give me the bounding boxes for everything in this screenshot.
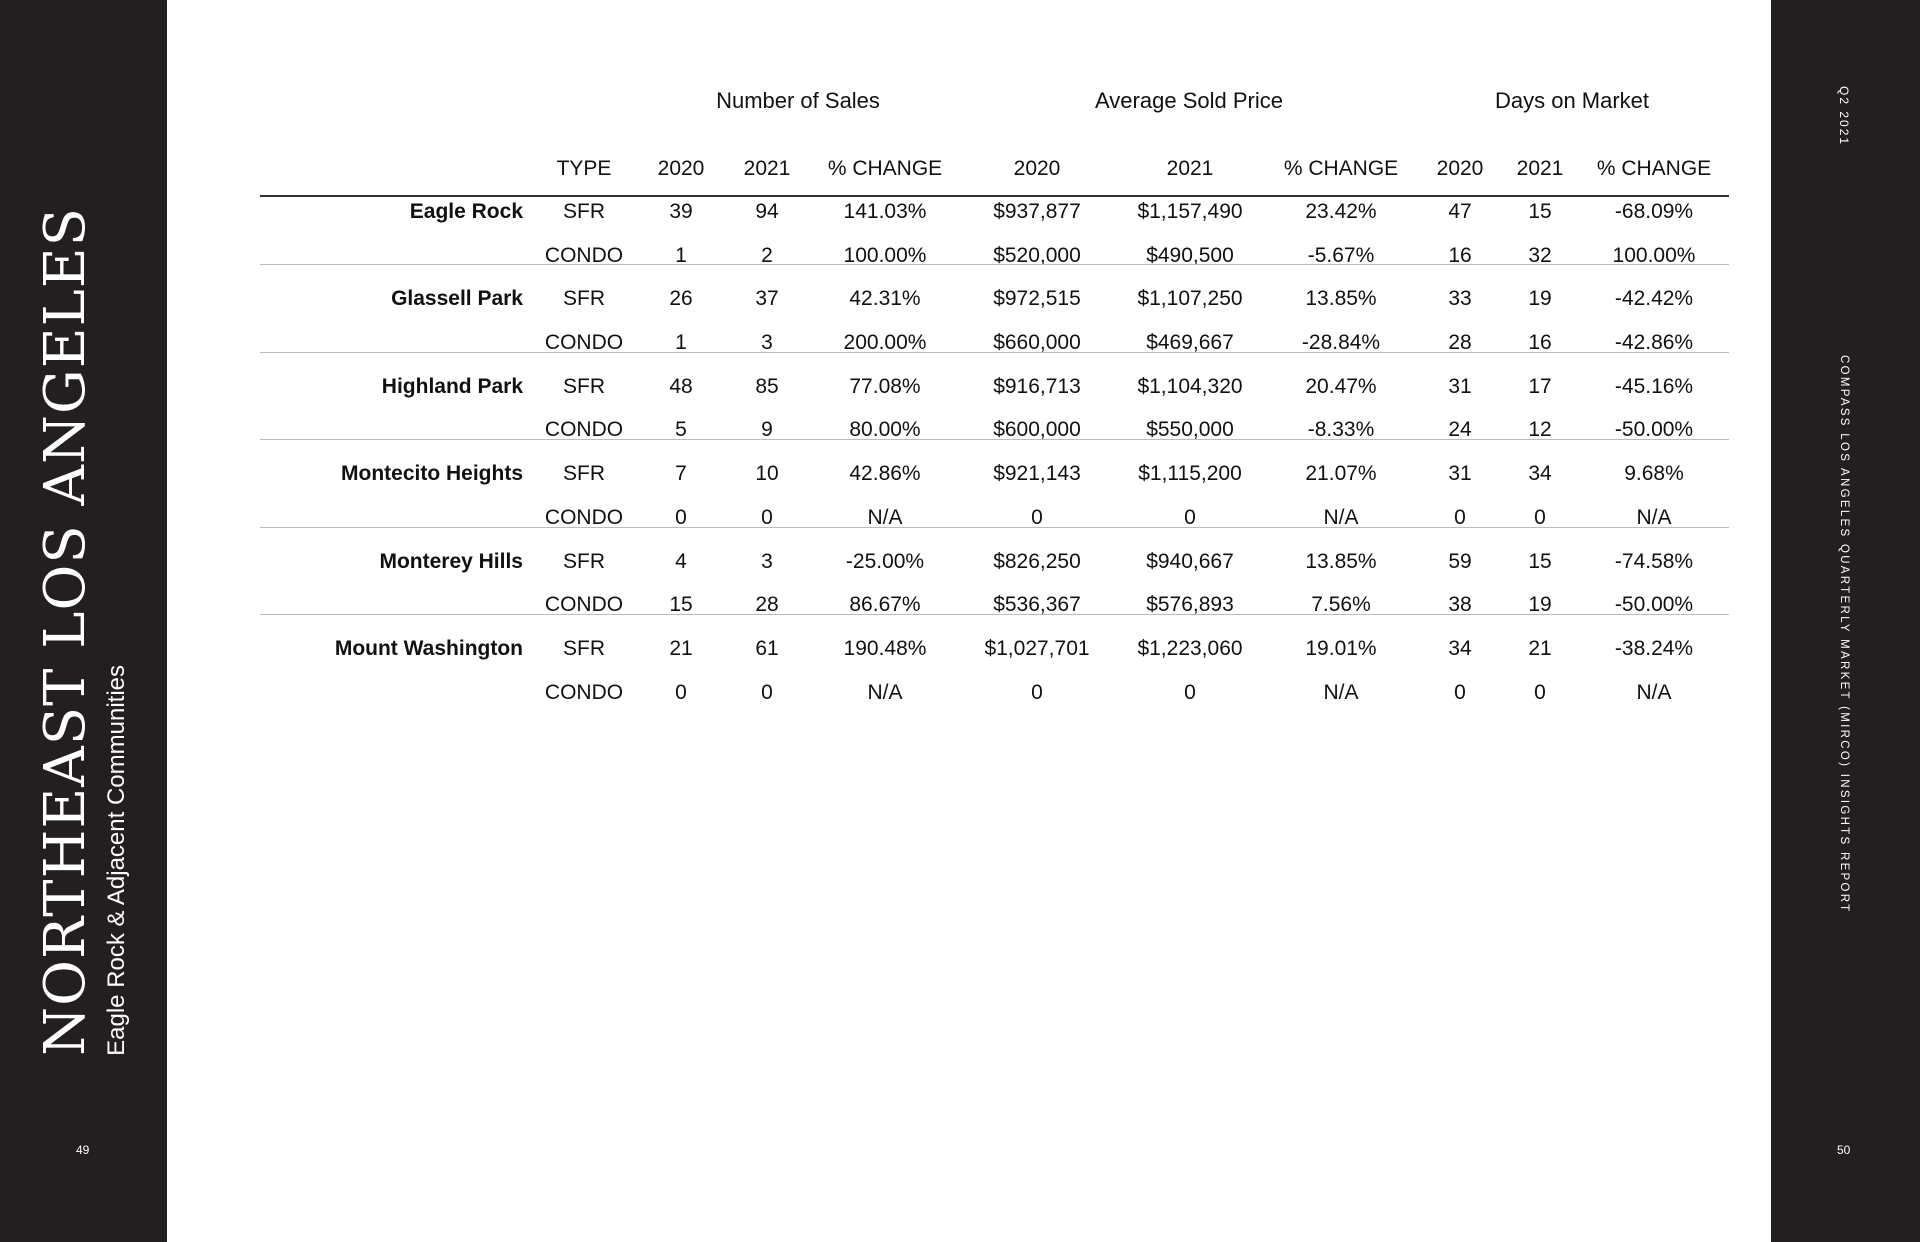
table-cell: 0 — [1534, 681, 1546, 704]
table-cell: 31 — [1448, 462, 1472, 485]
table-cell: 3 — [761, 331, 773, 354]
neighborhood-name: Highland Park — [381, 375, 523, 398]
table-cell: 10 — [755, 462, 779, 485]
table-cell: 33 — [1448, 287, 1472, 310]
table-cell: 13.85% — [1305, 287, 1377, 310]
column-header: 2020 — [1436, 157, 1484, 180]
table-cell: 0 — [761, 506, 773, 529]
neighborhood-name: Mount Washington — [334, 637, 523, 660]
group-header: Number of Sales — [716, 88, 880, 113]
table-cell: 7.56% — [1311, 593, 1371, 616]
table-cell: 12 — [1528, 418, 1552, 441]
table-cell: 26 — [669, 287, 693, 310]
table-cell: 61 — [755, 637, 779, 660]
column-header: % CHANGE — [1283, 157, 1399, 180]
table-cell: 19.01% — [1305, 637, 1377, 660]
property-type: SFR — [563, 550, 605, 573]
table-cell: 100.00% — [1612, 244, 1696, 267]
column-header: % CHANGE — [827, 157, 943, 180]
table-cell: 4 — [675, 550, 687, 573]
table-cell: $916,713 — [993, 375, 1081, 398]
table-cell: -28.84% — [1301, 331, 1381, 354]
table-cell: $490,500 — [1146, 244, 1234, 267]
table-cell: 100.00% — [843, 244, 927, 267]
table-cell: $1,115,200 — [1138, 462, 1242, 485]
table-cell: 17 — [1528, 375, 1552, 398]
table-cell: 15 — [1528, 200, 1552, 223]
table-cell: -42.42% — [1614, 287, 1694, 310]
table-cell: $550,000 — [1146, 418, 1234, 441]
table-cell: $972,515 — [993, 287, 1081, 310]
table-cell: 77.08% — [849, 375, 921, 398]
property-type: CONDO — [544, 244, 624, 267]
column-header: TYPE — [556, 157, 612, 180]
table-cell: 0 — [1031, 681, 1043, 704]
row-divider — [260, 264, 1729, 265]
neighborhood-name: Glassell Park — [391, 287, 523, 310]
table-cell: -5.67% — [1307, 244, 1375, 267]
property-type: CONDO — [544, 418, 624, 441]
table-cell: $1,027,701 — [984, 637, 1090, 660]
right-sidebar — [1771, 0, 1920, 1242]
table-cell: 47 — [1448, 200, 1472, 223]
table-cell: 37 — [755, 287, 779, 310]
table-cell: 0 — [1454, 681, 1466, 704]
property-type: CONDO — [544, 593, 624, 616]
table-cell: 80.00% — [849, 418, 921, 441]
table-cell: $1,104,320 — [1137, 375, 1243, 398]
table-cell: 21 — [1528, 637, 1552, 660]
table-cell: 39 — [669, 200, 693, 223]
table-cell: 15 — [1528, 550, 1552, 573]
table-cell: N/A — [867, 506, 903, 529]
table-cell: 0 — [675, 506, 687, 529]
section-subtitle: Eagle Rock & Adjacent Communities — [103, 665, 130, 1056]
column-header: 2021 — [743, 157, 791, 180]
table-cell: $660,000 — [993, 331, 1081, 354]
left-sidebar — [0, 0, 167, 1242]
table-cell: 16 — [1448, 244, 1472, 267]
table-cell: 0 — [1454, 506, 1466, 529]
table-cell: N/A — [1636, 506, 1672, 529]
table-cell: N/A — [1636, 681, 1672, 704]
table-cell: -50.00% — [1614, 418, 1694, 441]
table-cell: 190.48% — [843, 637, 927, 660]
table-cell: 200.00% — [843, 331, 927, 354]
table-cell: 59 — [1448, 550, 1472, 573]
table-cell: $1,107,250 — [1137, 287, 1243, 310]
row-divider — [260, 439, 1729, 440]
property-type: SFR — [563, 637, 605, 660]
property-type: SFR — [563, 462, 605, 485]
column-header: 2021 — [1516, 157, 1564, 180]
table-cell: 0 — [1184, 681, 1196, 704]
table-cell: N/A — [867, 681, 903, 704]
table-cell: 85 — [755, 375, 779, 398]
table-cell: 15 — [669, 593, 693, 616]
table-cell: $940,667 — [1146, 550, 1234, 573]
table-cell: -50.00% — [1614, 593, 1694, 616]
header-divider — [260, 195, 1729, 197]
property-type: SFR — [563, 375, 605, 398]
table-cell: $826,250 — [993, 550, 1081, 573]
table-cell: 21 — [669, 637, 693, 660]
table-cell: 38 — [1448, 593, 1472, 616]
property-type: CONDO — [544, 331, 624, 354]
table-cell: $937,877 — [993, 200, 1081, 223]
property-type: CONDO — [544, 681, 624, 704]
table-cell: $536,367 — [993, 593, 1081, 616]
table-cell: 0 — [1534, 506, 1546, 529]
table-cell: 86.67% — [849, 593, 921, 616]
table-cell: 0 — [761, 681, 773, 704]
table-cell: $1,157,490 — [1137, 200, 1243, 223]
neighborhood-name: Montecito Heights — [341, 462, 523, 485]
table-cell: $469,667 — [1146, 331, 1234, 354]
table-cell: -38.24% — [1614, 637, 1694, 660]
table-cell: 34 — [1528, 462, 1552, 485]
row-divider — [260, 614, 1729, 615]
page-number-left: 49 — [76, 1143, 90, 1157]
table-cell: 34 — [1448, 637, 1472, 660]
quarter-label: Q2 2021 — [1837, 86, 1851, 147]
property-type: SFR — [563, 200, 605, 223]
property-type: CONDO — [544, 506, 624, 529]
table-cell: 5 — [675, 418, 687, 441]
property-type: SFR — [563, 287, 605, 310]
table-cell: 19 — [1528, 287, 1552, 310]
table-cell: 32 — [1528, 244, 1552, 267]
table-cell: 141.03% — [843, 200, 927, 223]
group-header: Days on Market — [1494, 88, 1650, 113]
column-header: 2021 — [1166, 157, 1214, 180]
table-cell: -74.58% — [1614, 550, 1694, 573]
group-header: Average Sold Price — [1095, 88, 1283, 113]
table-cell: 0 — [675, 681, 687, 704]
table-cell: -45.16% — [1614, 375, 1694, 398]
table-cell: -25.00% — [845, 550, 925, 573]
table-cell: 48 — [669, 375, 693, 398]
table-cell: 1 — [675, 331, 687, 354]
table-cell: 0 — [1031, 506, 1043, 529]
row-divider — [260, 527, 1729, 528]
table-cell: 0 — [1184, 506, 1196, 529]
table-cell: 9.68% — [1624, 462, 1684, 485]
table-cell: 16 — [1528, 331, 1552, 354]
column-header: 2020 — [1013, 157, 1061, 180]
table-cell: N/A — [1323, 681, 1359, 704]
table-cell: 7 — [675, 462, 687, 485]
table-cell: -68.09% — [1614, 200, 1694, 223]
table-cell: $921,143 — [993, 462, 1081, 485]
table-cell: $576,893 — [1146, 593, 1234, 616]
section-title: NORTHEAST LOS ANGELES — [33, 207, 98, 1056]
table-cell: N/A — [1323, 506, 1359, 529]
table-cell: 42.31% — [849, 287, 921, 310]
table-cell: 28 — [755, 593, 779, 616]
page-number-right: 50 — [1837, 1143, 1851, 1157]
table-cell: 19 — [1528, 593, 1552, 616]
table-cell: 24 — [1448, 418, 1472, 441]
table-cell: 2 — [761, 244, 773, 267]
row-divider — [260, 352, 1729, 353]
neighborhood-name: Eagle Rock — [409, 200, 523, 223]
table-cell: 31 — [1448, 375, 1472, 398]
column-header: % CHANGE — [1596, 157, 1712, 180]
table-cell: 21.07% — [1305, 462, 1377, 485]
table-cell: 13.85% — [1305, 550, 1377, 573]
column-header: 2020 — [657, 157, 705, 180]
table-cell: 20.47% — [1305, 375, 1377, 398]
table-cell: 9 — [761, 418, 773, 441]
table-cell: -42.86% — [1614, 331, 1694, 354]
table-cell: -8.33% — [1307, 418, 1375, 441]
table-cell: 1 — [675, 244, 687, 267]
table-cell: 42.86% — [849, 462, 921, 485]
table-cell: $520,000 — [993, 244, 1081, 267]
table-cell: $600,000 — [993, 418, 1081, 441]
table-cell: 94 — [755, 200, 779, 223]
table-cell: 28 — [1448, 331, 1472, 354]
report-title: COMPASS LOS ANGELES QUARTERLY MARKET (MIRCO) INSIGHTS REPORT — [1838, 355, 1850, 914]
table-cell: 3 — [761, 550, 773, 573]
neighborhood-name: Monterey Hills — [379, 550, 523, 573]
table-cell: 23.42% — [1305, 200, 1377, 223]
table-cell: $1,223,060 — [1137, 637, 1243, 660]
